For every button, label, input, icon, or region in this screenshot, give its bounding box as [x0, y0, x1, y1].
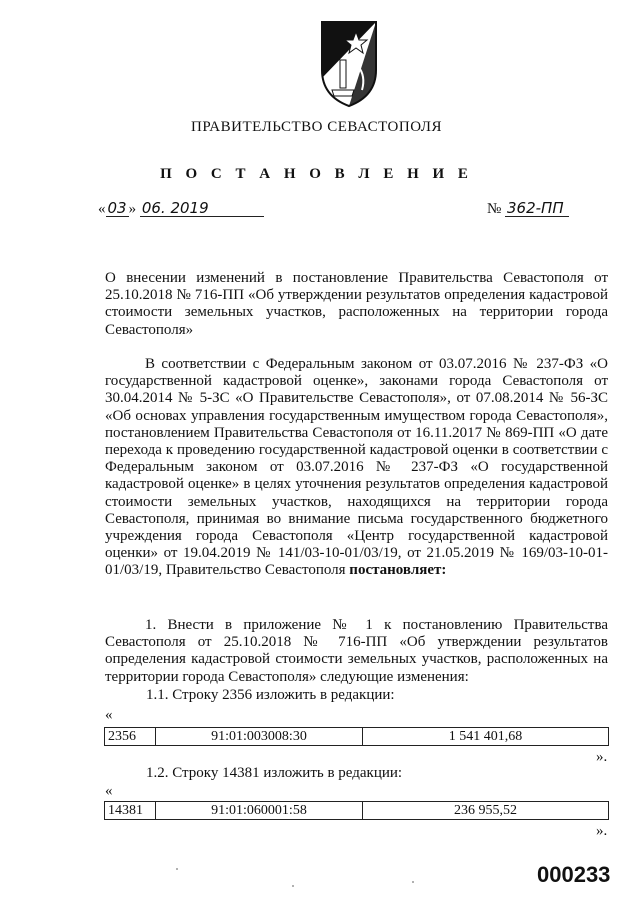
sevastopol-coat-of-arms: [318, 18, 380, 108]
cadastral-number-cell: 91:01:003008:30: [156, 728, 363, 746]
date-day: 03: [107, 199, 127, 217]
item-1-1-close-quote: ».: [596, 749, 608, 765]
item-1-2-close-quote: ».: [596, 823, 608, 839]
item-1-2-text: 1.2. Строку 14381 изложить в редакции:: [146, 765, 403, 781]
serial-number: 000233: [537, 862, 611, 887]
date-close-quote: »: [128, 201, 137, 217]
table-row: [105, 802, 609, 820]
document-date: [98, 200, 264, 218]
document-subject: О внесении изменений в постановление Правительства Севастополя от 25.10.2018 № 716-ПП «Об утверждении результатов определения кадастровой стоимости земельных участков, расположенных на территории города Севастополя»: [105, 270, 608, 338]
scan-speck: [412, 881, 414, 883]
item-1-1-open-quote: «: [105, 707, 113, 723]
item-1-1-row-table: [104, 727, 609, 746]
number-sign: №: [486, 201, 502, 217]
item-1-1-text: 1.1. Строку 2356 изложить в редакции:: [146, 687, 395, 703]
cadastral-value-cell: 1 541 401,68: [363, 728, 609, 746]
preamble-paragraph: [105, 356, 608, 580]
date-month-year: 06. 2019: [140, 200, 264, 217]
document-number: [487, 200, 569, 218]
date-open-quote: «: [98, 201, 106, 217]
row-number-cell: 14381: [105, 802, 156, 820]
scan-speck: [176, 868, 178, 870]
row-number-cell: 2356: [105, 728, 156, 746]
scan-speck: [292, 885, 294, 887]
preamble-text: В соответствии с Федеральным законом от 03.07.2016 № 237-ФЗ «О государственной кадастровой оценке», законами города Севастополя от 30.04.2014 № 5-ЗС «О Правительстве Севастополя», от 07.08.2014 № 56-ЗС «Об основах управления государственным имуществом города Севастополя», постановлением Правительства Севастополя от 16.11.2017 № 869-ПП «О дате перехода к проведению государственной кадастровой оценки в соответствии с Федеральным законом от 03.07.2016 № 237-ФЗ «О государственной кадастровой оценке» в целях уточнения результатов определения кадастровой стоимости земельных участков, находящихся на территории города Севастополя, принимая во внимание письма государственного бюджетного учреждения города Севастополя «Центр государственной кадастровой оценки» от 19.04.2019 № 141/03-10-01/03/19, от 21.05.2019 № 169/03-10-01-01/03/19, Правительство Севастополя: [105, 356, 608, 579]
government-title: ПРАВИТЕЛЬСТВО СЕВАСТОПОЛЯ: [191, 119, 442, 135]
item-1-paragraph: 1. Внести в приложение № 1 к постановлению Правительства Севастополя от 25.10.2018 № 716-ПП «Об утверждении результатов определения кадастровой стоимости земельных участков, расположенных на территории города Севастополя» следующие изменения:: [105, 617, 608, 685]
resolves-word: постановляет:: [349, 562, 447, 579]
table-row: [105, 728, 609, 746]
document-type-title: П О С Т А Н О В Л Е Н И Е: [160, 166, 473, 182]
item-1-2-open-quote: «: [105, 783, 113, 799]
number-value: 362-ПП: [505, 200, 569, 217]
cadastral-number-cell: 91:01:060001:58: [156, 802, 363, 820]
item-1-2-row-table: [104, 801, 609, 820]
cadastral-value-cell: 236 955,52: [363, 802, 609, 820]
